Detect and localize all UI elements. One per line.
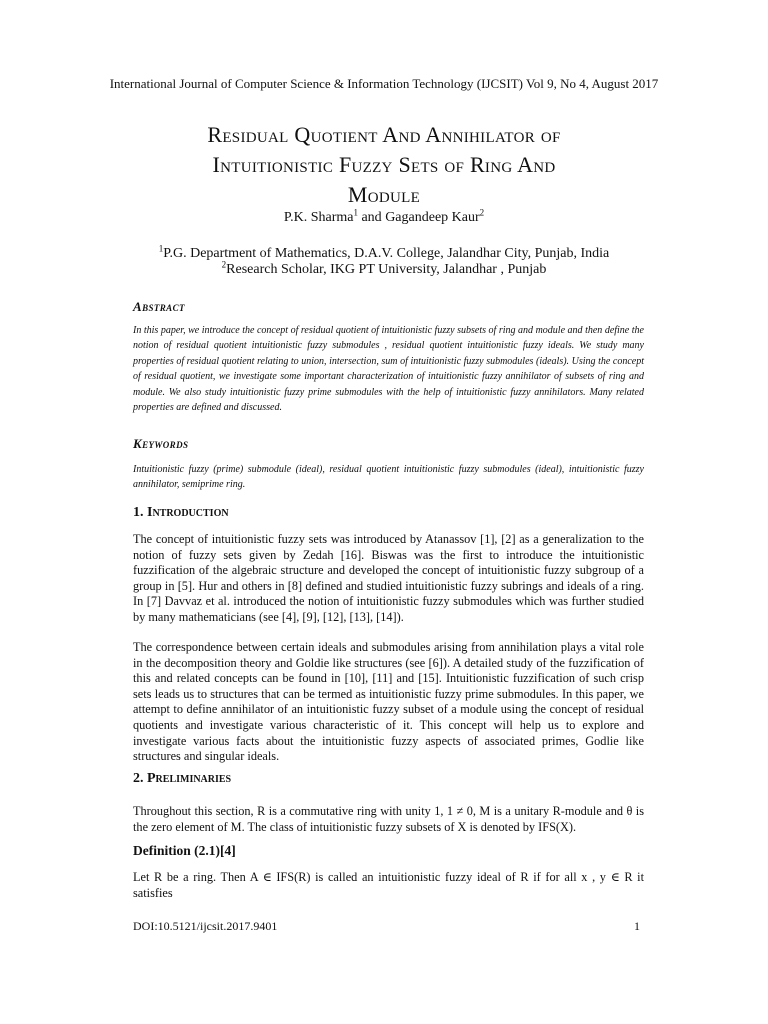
introduction-paragraph-2: The correspondence between certain ideals and submodules arising from annihilation plays a vital role in the decomposition theory and Goldie like structures (see [6]). A detailed study of the fuzzification of this and related concepts can be found in [10], [11] and [15]. Intuitionistic fuzzification of such crisp sets leads us to structures that can be termed as intuitionistic fuzzy prime submodules. In this paper, we attempt to define annihilator of an intuitionistic fuzzy subset of a module using the concept of residual quotients and investigate various characteristic of it. This concept will help us to explore and investigate various facts about the intuitionistic fuzzy aspects of associated primes, Godlie like structures and singular ideals. <box>133 640 644 764</box>
author-1-affil-mark: 1 <box>353 207 358 218</box>
running-header: International Journal of Computer Science & Information Technology (IJCSIT) Vol 9, No 4, August 2017 <box>109 76 659 91</box>
preliminaries-heading: 2. Preliminaries <box>133 771 232 786</box>
introduction-paragraph-1: The concept of intuitionistic fuzzy sets was introduced by Atanassov [1], [2] as a generalization to the notion of fuzzy sets given by Zedah [16]. Biswas was the first to introduce the intuitionistic fuzzification of the algebraic structure and developed the concept of intuitionistic fuzzy subgroup of a group in [5]. Hur and others in [8] defined and studied intuitionistic fuzzy subrings and ideals of a ring. In [7] Davvaz et al. introduced the notion of intuitionistic fuzzy submodules which was further studied by many mathematicians (see [4], [9], [12], [13], [14]). <box>133 532 644 624</box>
preliminaries-paragraph-1: Throughout this section, R is a commutative ring with unity 1, 1 ≠ 0, M is a unitary R-module and θ is the zero element of M. The class of intuitionistic fuzzy subsets of X is denoted by IFS(X). <box>133 804 644 834</box>
author-1: P.K. Sharma <box>283 210 354 225</box>
paper-title <box>100 120 668 210</box>
abstract-text: In this paper, we introduce the concept of residual quotient of intuitionistic fuzzy subsets of ring and module and then define the notion of residual quotient intuitionistic fuzzy submodules , residual quotient intuitionistic fuzzy ideals. We study many properties of residual quotient relating to union, intersection, sum of intuitionistic fuzzy submodules (ideals). Using the concept of residual quotient, we investigate some important characterization of intuitionistic fuzzy annihilator of subsets of ring and module. We also study intuitionistic fuzzy prime submodules with the help of intuitionistic fuzzy annihilators. Many related properties are defined and discussed. <box>133 325 644 414</box>
affiliation-2 <box>0 259 768 278</box>
affiliation-1-text: P.G. Department of Mathematics, D.A.V. College, Jalandhar City, Punjab, India <box>163 246 610 261</box>
keywords-text: Intuitionistic fuzzy (prime) submodule (ideal), residual quotient intuitionistic fuzzy submodules (ideal), intuitionistic fuzzy annihilator, semiprime ring. <box>133 464 644 491</box>
definition-heading: Definition (2.1)[4] <box>133 843 236 858</box>
affiliation-1-mark: 1 <box>158 243 164 254</box>
affiliation-1 <box>0 243 768 262</box>
title-line-3: Module <box>347 182 421 207</box>
affiliation-2-mark: 2 <box>221 259 227 270</box>
introduction-heading: 1. Introduction <box>133 505 229 520</box>
page-number: 1 <box>634 919 640 933</box>
title-line-2: Intuitionistic Fuzzy Sets of Ring And <box>212 152 556 177</box>
affiliation-2-text: Research Scholar, IKG PT University, Jalandhar , Punjab <box>226 262 547 277</box>
abstract-heading: Abstract <box>133 299 185 314</box>
author-list <box>0 207 768 226</box>
definition-text: Let R be a ring. Then A ∈ IFS(R) is called an intuitionistic fuzzy ideal of R if for all x , y ∈ R it satisfies <box>133 870 644 900</box>
title-line-1: Residual Quotient And Annihilator of <box>207 122 561 147</box>
author-2-affil-mark: 2 <box>479 207 485 218</box>
footer-doi: DOI:10.5121/ijcsit.2017.9401 <box>133 919 278 933</box>
author-2: Gagandeep Kaur <box>385 210 480 225</box>
author-join: and <box>357 210 386 225</box>
keywords-heading: Keywords <box>133 436 189 451</box>
